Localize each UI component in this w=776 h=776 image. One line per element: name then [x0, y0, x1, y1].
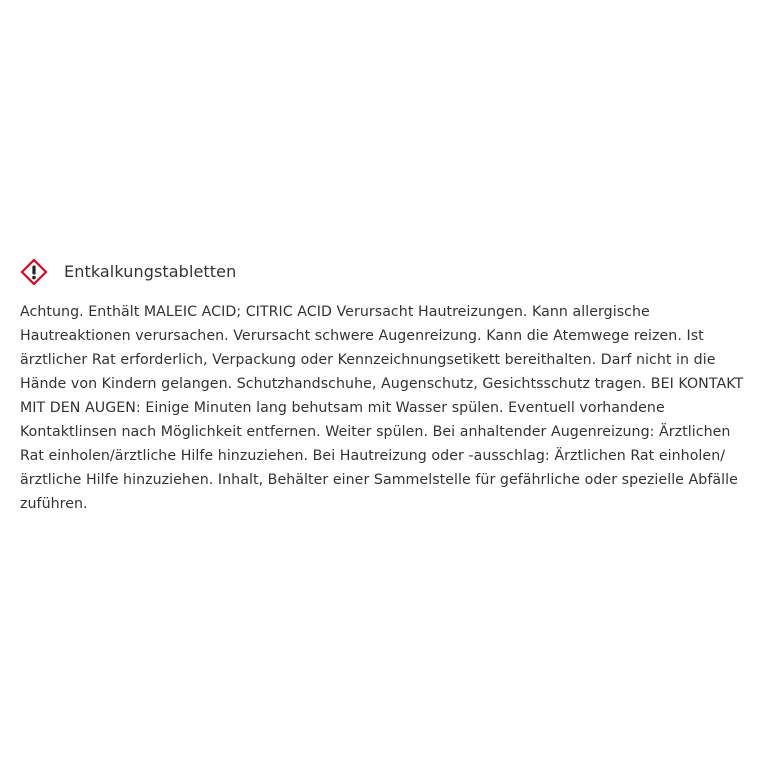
ghs-exclamation-mark-icon	[20, 258, 48, 286]
product-name: Entkalkungstabletten	[64, 262, 237, 281]
hazard-warning-text: Achtung. Enthält MALEIC ACID; CITRIC ACID Verursacht Hautreizungen. Kann allergische Hautreaktionen verursachen. Verursacht schwere Augenreizung. Kann die Atemwege reizen. Ist ärztlicher Rat erforderlich, Verpackung oder Kennzeichnungsetikett bereithalten. Darf nicht in die Hände von Kindern gelangen. Schutzhandschuhe, Augenschutz, Gesichtsschutz tragen. BEI KONTAKT MIT DEN AUGEN: Einige Minuten lang behutsam mit Wasser spülen. Eventuell vorhandene Kontaktlinsen nach Möglichkeit entfernen. Weiter spülen. Bei anhaltender Augenreizung: Ärztlichen Rat einholen/ärztliche Hilfe hinzuziehen. Bei Hautreizung oder -ausschlag: Ärztlichen Rat einholen/ärztliche Hilfe hinzuziehen. Inhalt, Behälter einer Sammelstelle für gefährliche oder spezielle Abfälle zuführen.	[20, 304, 744, 512]
hazard-header	[20, 258, 750, 286]
hazard-notice	[20, 258, 750, 516]
